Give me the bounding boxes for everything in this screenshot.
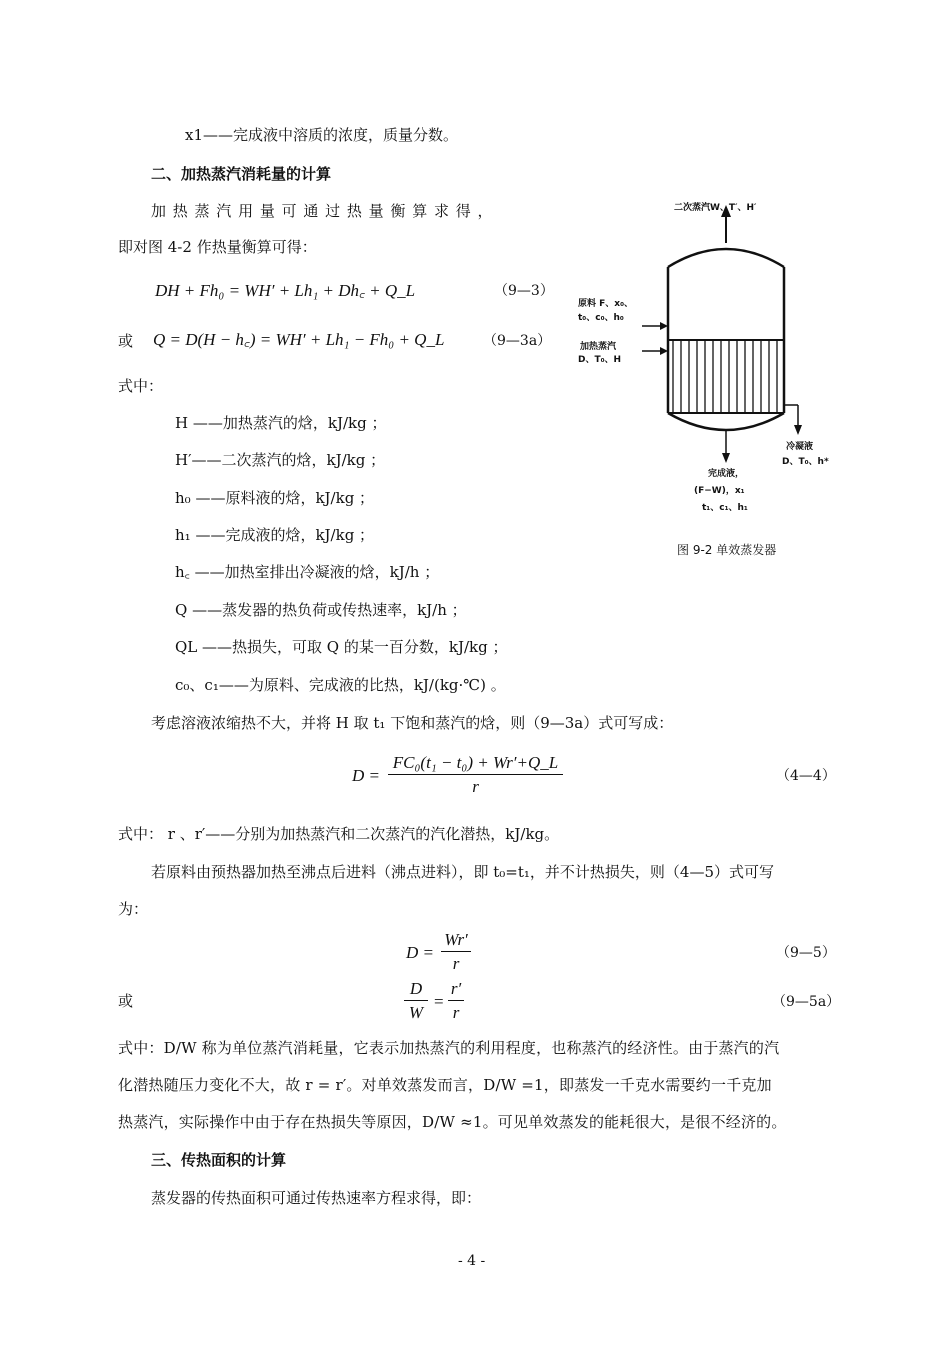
label-secondary-vapor: 二次蒸汽W、T′、H′ bbox=[674, 203, 757, 213]
equation-9-5-denominator: r bbox=[452, 954, 460, 974]
label-feed-1: 原料 F、x₀、 bbox=[578, 299, 634, 309]
equation-9-3a: Q = D(H − h꜀) = WH′ + Lh₁ − Fh₀ + Q_L bbox=[153, 330, 445, 349]
equation-9-5a-right-numerator: r′ bbox=[450, 979, 462, 998]
label-heating-steam-2: D、T₀、H bbox=[578, 355, 622, 365]
label-heating-steam-1: 加热蒸汽 bbox=[580, 342, 617, 352]
consider-text: 考虑溶液浓缩热不大，并将 H 取 t₁ 下饱和蒸汽的焓，则（9—3a）式可写成： bbox=[151, 714, 674, 732]
def-hc: h꜀ ——加热室排出冷凝液的焓，kJ/h ； bbox=[175, 563, 440, 581]
label-condensate-1: 冷凝液 bbox=[786, 442, 814, 452]
or-label-1: 或 bbox=[118, 332, 134, 350]
intro-line-1: 加 热 蒸 汽 用 量 可 通 过 热 量 衡 算 求 得 ， bbox=[151, 202, 493, 220]
def-Q: Q ——蒸发器的热负荷或传热速率，kJ/h ； bbox=[175, 601, 467, 619]
condensate-arrowhead bbox=[794, 425, 802, 435]
label-feed-2: t₀、c₀、h₀ bbox=[578, 313, 624, 323]
evaporator-figure bbox=[560, 185, 850, 557]
x1-definition: x1——完成液中溶质的浓度，质量分数。 bbox=[185, 126, 459, 144]
equation-4-4-number: （4—4） bbox=[776, 768, 836, 784]
page-number: - 4 - bbox=[458, 1253, 486, 1269]
label-product-1: 完成液， bbox=[708, 469, 745, 479]
def-h1: h₁ ——完成液的焓，kJ/kg ； bbox=[175, 526, 375, 544]
def-c: c₀、c₁——为原料、完成液的比热，kJ/(kg·℃) 。 bbox=[175, 676, 506, 694]
equation-9-5a-right-denominator: r bbox=[452, 1003, 460, 1023]
paragraph-line-2: 化潜热随压力变化不大，故 r = r′。对单效蒸发而言，D/W =1，即蒸发一千克水需要约一千克加 bbox=[118, 1076, 772, 1094]
equation-9-5-number: （9—5） bbox=[776, 945, 836, 961]
label-product-3: t₁、c₁、h₁ bbox=[702, 503, 748, 513]
last-line: 蒸发器的传热面积可通过传热速率方程求得，即： bbox=[151, 1189, 482, 1207]
equation-9-5-lhs: D = bbox=[406, 943, 434, 962]
figure-caption: 图 9-2 单效蒸发器 bbox=[677, 543, 777, 557]
paragraph-line-3: 热蒸汽，实际操作中由于存在热损失等原因，D/W ≈1。可见单效蒸发的能耗很大，是很不经济的。 bbox=[118, 1113, 787, 1131]
if-line-2: 为： bbox=[118, 900, 149, 918]
tube-bundle bbox=[673, 340, 777, 413]
equation-9-5a-right-fraction bbox=[448, 978, 464, 1024]
paragraph-line-1: 式中：D/W 称为单位蒸汽消耗量，它表示加热蒸汽的利用程度，也称蒸汽的经济性。由于蒸汽的汽 bbox=[118, 1039, 780, 1057]
equation-9-5-fraction bbox=[441, 929, 471, 975]
equation-4-4-numerator: FC₀(t₁ − t₀) + Wr′+Q_L bbox=[392, 753, 559, 772]
section-3-heading: 三、传热面积的计算 bbox=[151, 1151, 287, 1169]
where-label-2: 式中： r 、r′——分别为加热蒸汽和二次蒸汽的汽化潜热，kJ/kg。 bbox=[118, 825, 560, 843]
fraction-bar bbox=[441, 951, 471, 952]
bottom-head bbox=[668, 413, 784, 430]
equation-9-5a-left-fraction bbox=[404, 978, 428, 1024]
label-condensate-2: D、T₀、h* bbox=[782, 457, 829, 467]
equation-4-4-denominator: r bbox=[472, 777, 479, 797]
or-label-2: 或 bbox=[118, 992, 134, 1010]
equation-4-4-fraction bbox=[388, 752, 563, 798]
equation-9-5a-number: （9—5a） bbox=[772, 994, 841, 1010]
equation-9-5-numerator: Wr′ bbox=[444, 930, 468, 949]
equation-9-3-number: （9—3） bbox=[494, 283, 554, 299]
if-line-1: 若原料由预热器加热至沸点后进料（沸点进料），即 t₀=t₁，并不计热损失，则（4—5）式可写 bbox=[151, 863, 775, 881]
fraction-bar bbox=[448, 1000, 464, 1001]
fraction-bar bbox=[404, 1000, 428, 1001]
equation-4-4-lhs: D = bbox=[352, 766, 380, 785]
def-h0: h₀ ——原料液的焓，kJ/kg ； bbox=[175, 489, 375, 507]
equation-9-5a-left-denominator: W bbox=[408, 1003, 424, 1023]
def-H-prime: H′——二次蒸汽的焓，kJ/kg ； bbox=[175, 451, 386, 469]
intro-line-2: 即对图 4-2 作热量衡算可得： bbox=[118, 238, 317, 256]
equation-9-5a-left-numerator: D bbox=[409, 979, 423, 998]
equation-9-5a-equals: = bbox=[434, 992, 444, 1011]
def-QL: QL ——热损失，可取 Q 的某一百分数，kJ/kg ； bbox=[175, 638, 508, 656]
fraction-bar bbox=[388, 774, 563, 775]
section-2-heading: 二、加热蒸汽消耗量的计算 bbox=[151, 165, 332, 183]
product-outlet-arrowhead bbox=[722, 453, 730, 463]
equation-9-3a-number: （9—3a） bbox=[483, 333, 552, 349]
def-H: H ——加热蒸汽的焓，kJ/kg ； bbox=[175, 414, 387, 432]
where-label-1: 式中： bbox=[118, 377, 164, 395]
label-product-2: (F−W)，x₁ bbox=[694, 486, 745, 496]
equation-9-3: DH + Fh₀ = WH′ + Lh₁ + Dh꜀ + Q_L bbox=[155, 281, 416, 300]
top-head bbox=[668, 249, 784, 267]
